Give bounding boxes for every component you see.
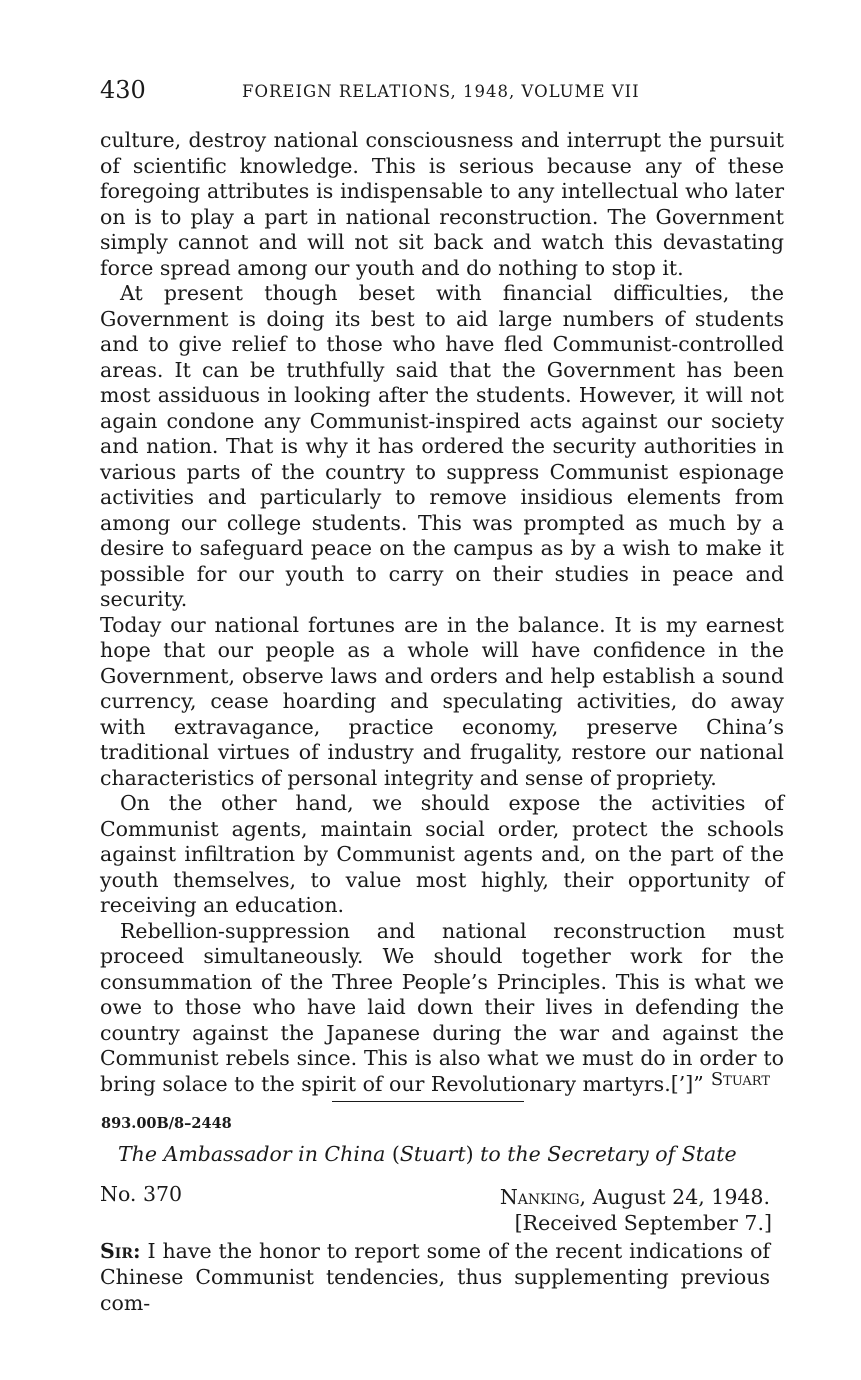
document-date: , August 24, 1948. [579,1185,770,1209]
paragraph: On the other hand, we should expose the activities of Communist agents, maintain social order, protect the schools against infiltration by Communist agents and, on the part of the youth themselves, to value most highly, their opportunity of receiving an education. [100,791,784,917]
document-place-date [500,1184,770,1210]
letter-body [100,1238,770,1316]
paragraph: Rebellion-suppression and national reconstruction must proceed simultaneously. We should together work for the consummation of the Three People’s Principles. This is what we owe to those who have laid down their lives in defending the country against the Japanese during the war and against the Communist rebels since. This is also what we must do in order to bring solace to the spirit of our Revolutionary martyrs.[’]” [100,918,784,1096]
section-divider [332,1101,524,1102]
body-text [100,128,784,1097]
document-number: No. 370 [100,1182,183,1206]
file-number: 893.00B/8–2448 [101,1115,232,1132]
document-received: [Received September 7.] [514,1211,772,1235]
document-title-name: Stuart [399,1142,466,1166]
document-title: The Ambassador in China (Stuart) to the Secretary of State [118,1142,737,1166]
paragraph: At present though beset with financial difficulties, the Government is doing its best to aid large numbers of students and to give relief to those who have fled Communist-controlled areas. It can be truthfully said that the Government has been most assiduous in looking after the students. However, it will not again condone any Communist-inspired acts against our society and nation. That is why it has ordered the security authorities in various parts of the country to suppress Communist espionage activities and particularly to remove insidious elements from among our college students. This was prompted as much by a desire to safeguard peace on the campus as by a wish to make it possible for our youth to carry on their studies in peace and security. [100,281,784,611]
running-title: FOREIGN RELATIONS, 1948, VOLUME VII [242,82,640,101]
document-place: Nanking [499,1185,580,1209]
page-number: 430 [100,76,146,104]
paragraph: Today our national fortunes are in the balance. It is my earnest hope that our people as a whole will have confidence in the Government, observe laws and orders and help establish a sound currency, cease hoarding and speculating activities, do away with extravagance, practice economy, preserve China’s traditional virtues of industry and frugality, restore our national characteristics of personal integrity and sense of propriety. [100,612,784,790]
page-header [100,74,780,110]
document-title-part1: The Ambassador in China [118,1142,386,1166]
document-title-part2: to the Secretary of State [480,1142,737,1166]
paragraph: culture, destroy national consciousness and interrupt the pursuit of scientific knowledge. This is serious because any of these foregoing attributes is indispensable to any intellectual who later on is to play a part in national reconstruction. The Government simply cannot and will not sit back and watch this devastating force spread among our youth and do nothing to stop it. [100,128,784,280]
letter-opening: I have the honor to report some of the recent indications of Chinese Communist tendencies, thus supplementing previous com- [100,1239,770,1315]
signature: Stuart [710,1069,770,1090]
salutation: Sir: [100,1239,141,1263]
